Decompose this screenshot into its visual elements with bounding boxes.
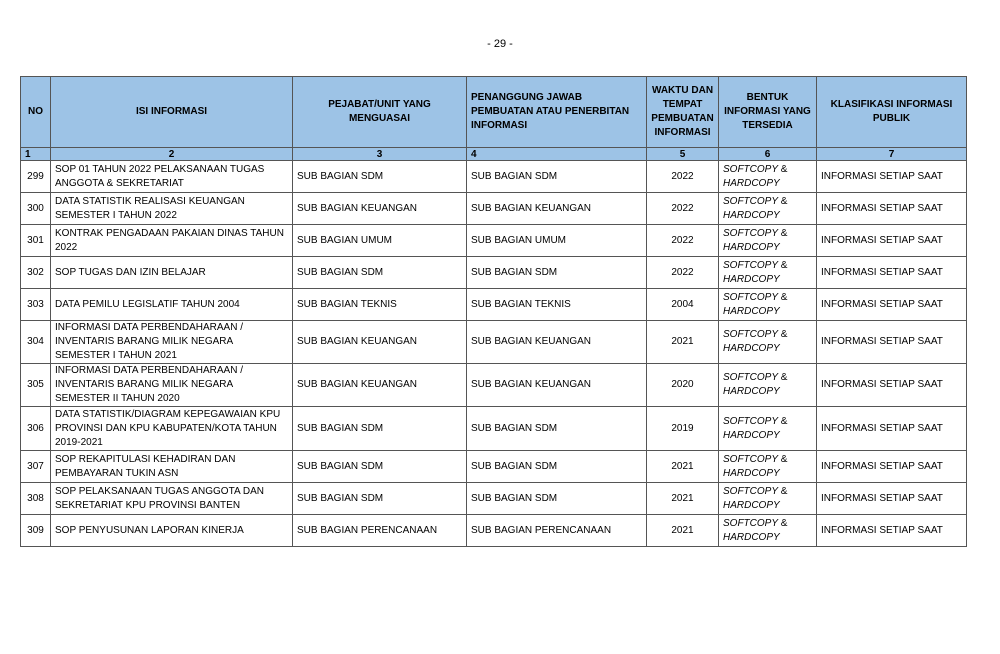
- row-penanggung-jawab: SUB BAGIAN KEUANGAN: [467, 321, 647, 364]
- bentuk-amp: &: [778, 372, 788, 383]
- bentuk-hardcopy: HARDCOPY: [723, 305, 780, 317]
- row-waktu: 2022: [647, 161, 719, 193]
- table-row: [21, 407, 967, 451]
- row-klasifikasi: INFORMASI SETIAP SAAT: [817, 364, 967, 407]
- column-header-pejabat: PEJABAT/UNIT YANG MENGUASAI: [293, 77, 467, 148]
- row-number: 299: [21, 161, 51, 193]
- row-number: 302: [21, 257, 51, 289]
- row-number: 305: [21, 364, 51, 407]
- row-pejabat: SUB BAGIAN TEKNIS: [293, 289, 467, 321]
- table-row: [21, 451, 967, 483]
- column-number: 2: [51, 148, 293, 161]
- bentuk-softcopy: SOFTCOPY: [723, 291, 779, 303]
- table-row: [21, 515, 967, 547]
- column-header-klasifikasi: KLASIFIKASI INFORMASI PUBLIK: [817, 77, 967, 148]
- bentuk-amp: &: [778, 517, 788, 529]
- bentuk-hardcopy: HARDCOPY: [723, 531, 780, 543]
- row-pejabat: SUB BAGIAN SDM: [293, 483, 467, 515]
- row-waktu: 2021: [647, 515, 719, 547]
- column-header-isi: ISI INFORMASI: [51, 77, 293, 148]
- row-waktu: 2021: [647, 451, 719, 483]
- bentuk-amp: &: [778, 227, 788, 239]
- table-row: [21, 161, 967, 193]
- page-number: - 29 -: [487, 38, 513, 50]
- row-klasifikasi: INFORMASI SETIAP SAAT: [817, 407, 967, 451]
- row-bentuk: [719, 257, 817, 289]
- bentuk-hardcopy: HARDCOPY: [723, 177, 780, 189]
- column-number: 6: [719, 148, 817, 161]
- column-number: 4: [467, 148, 647, 161]
- table-row: [21, 193, 967, 225]
- bentuk-softcopy: SOFTCOPY: [723, 329, 779, 340]
- row-isi-informasi: DATA STATISTIK/DIAGRAM KEPEGAWAIAN KPU PROVINSI DAN KPU KABUPATEN/KOTA TAHUN 2019-2021: [51, 407, 293, 451]
- row-penanggung-jawab: SUB BAGIAN PERENCANAAN: [467, 515, 647, 547]
- row-isi-informasi: SOP REKAPITULASI KEHADIRAN DAN PEMBAYARAN TUKIN ASN: [51, 451, 293, 483]
- bentuk-hardcopy: HARDCOPY: [723, 386, 780, 397]
- bentuk-hardcopy: HARDCOPY: [723, 429, 780, 441]
- row-bentuk: [719, 193, 817, 225]
- bentuk-softcopy: SOFTCOPY: [723, 259, 779, 271]
- row-pejabat: SUB BAGIAN SDM: [293, 451, 467, 483]
- column-header-penanggung: PENANGGUNG JAWAB PEMBUATAN ATAU PENERBITAN INFORMASI: [467, 77, 647, 148]
- row-isi-informasi: DATA PEMILU LEGISLATIF TAHUN 2004: [51, 289, 293, 321]
- column-header-waktu: WAKTU DAN TEMPAT PEMBUATAN INFORMASI: [647, 77, 719, 148]
- column-number-row: [21, 148, 967, 161]
- table-row: [21, 483, 967, 515]
- column-number: 3: [293, 148, 467, 161]
- row-bentuk: [719, 289, 817, 321]
- bentuk-hardcopy: HARDCOPY: [723, 499, 780, 511]
- bentuk-amp: &: [778, 453, 788, 465]
- row-klasifikasi: INFORMASI SETIAP SAAT: [817, 161, 967, 193]
- row-pejabat: SUB BAGIAN SDM: [293, 161, 467, 193]
- bentuk-amp: &: [778, 195, 788, 207]
- row-penanggung-jawab: SUB BAGIAN SDM: [467, 407, 647, 451]
- row-isi-informasi: INFORMASI DATA PERBENDAHARAAN / INVENTARIS BARANG MILIK NEGARA SEMESTER II TAHUN 2020: [51, 364, 293, 407]
- row-number: 306: [21, 407, 51, 451]
- row-isi-informasi: KONTRAK PENGADAAN PAKAIAN DINAS TAHUN 2022: [51, 225, 293, 257]
- bentuk-hardcopy: HARDCOPY: [723, 273, 780, 285]
- bentuk-amp: &: [778, 163, 788, 175]
- row-pejabat: SUB BAGIAN SDM: [293, 407, 467, 451]
- bentuk-softcopy: SOFTCOPY: [723, 517, 779, 529]
- table-row: [21, 364, 967, 407]
- bentuk-softcopy: SOFTCOPY: [723, 485, 779, 497]
- row-isi-informasi: DATA STATISTIK REALISASI KEUANGAN SEMESTER I TAHUN 2022: [51, 193, 293, 225]
- row-bentuk: [719, 161, 817, 193]
- row-isi-informasi: SOP TUGAS DAN IZIN BELAJAR: [51, 257, 293, 289]
- table-row: [21, 289, 967, 321]
- row-penanggung-jawab: SUB BAGIAN SDM: [467, 161, 647, 193]
- row-penanggung-jawab: SUB BAGIAN KEUANGAN: [467, 364, 647, 407]
- row-isi-informasi: INFORMASI DATA PERBENDAHARAAN / INVENTARIS BARANG MILIK NEGARA SEMESTER I TAHUN 2021: [51, 321, 293, 364]
- row-bentuk: [719, 321, 817, 364]
- bentuk-hardcopy: HARDCOPY: [723, 343, 780, 354]
- row-waktu: 2021: [647, 321, 719, 364]
- bentuk-amp: &: [778, 329, 788, 340]
- row-waktu: 2004: [647, 289, 719, 321]
- column-number: 5: [647, 148, 719, 161]
- row-penanggung-jawab: SUB BAGIAN SDM: [467, 257, 647, 289]
- row-waktu: 2020: [647, 364, 719, 407]
- row-klasifikasi: INFORMASI SETIAP SAAT: [817, 193, 967, 225]
- table-row: [21, 257, 967, 289]
- row-waktu: 2022: [647, 193, 719, 225]
- row-bentuk: [719, 364, 817, 407]
- row-bentuk: [719, 451, 817, 483]
- row-pejabat: SUB BAGIAN PERENCANAAN: [293, 515, 467, 547]
- row-number: 301: [21, 225, 51, 257]
- row-pejabat: SUB BAGIAN UMUM: [293, 225, 467, 257]
- bentuk-softcopy: SOFTCOPY: [723, 227, 779, 239]
- row-bentuk: [719, 483, 817, 515]
- bentuk-amp: &: [778, 259, 788, 271]
- bentuk-amp: &: [778, 485, 788, 497]
- row-klasifikasi: INFORMASI SETIAP SAAT: [817, 257, 967, 289]
- row-klasifikasi: INFORMASI SETIAP SAAT: [817, 225, 967, 257]
- table-row: [21, 321, 967, 364]
- row-klasifikasi: INFORMASI SETIAP SAAT: [817, 451, 967, 483]
- column-header-bentuk: BENTUK INFORMASI YANG TERSEDIA: [719, 77, 817, 148]
- information-table: [20, 76, 967, 547]
- row-waktu: 2022: [647, 225, 719, 257]
- row-number: 308: [21, 483, 51, 515]
- row-waktu: 2019: [647, 407, 719, 451]
- bentuk-amp: &: [778, 291, 788, 303]
- row-penanggung-jawab: SUB BAGIAN SDM: [467, 451, 647, 483]
- row-number: 307: [21, 451, 51, 483]
- bentuk-hardcopy: HARDCOPY: [723, 467, 780, 479]
- row-waktu: 2022: [647, 257, 719, 289]
- row-waktu: 2021: [647, 483, 719, 515]
- bentuk-softcopy: SOFTCOPY: [723, 195, 779, 207]
- column-header-no: NO: [21, 77, 51, 148]
- row-pejabat: SUB BAGIAN KEUANGAN: [293, 193, 467, 225]
- row-bentuk: [719, 225, 817, 257]
- row-klasifikasi: INFORMASI SETIAP SAAT: [817, 321, 967, 364]
- bentuk-hardcopy: HARDCOPY: [723, 209, 780, 221]
- table-header-row: [21, 77, 967, 148]
- bentuk-amp: &: [778, 415, 788, 427]
- row-pejabat: SUB BAGIAN KEUANGAN: [293, 321, 467, 364]
- row-klasifikasi: INFORMASI SETIAP SAAT: [817, 483, 967, 515]
- row-penanggung-jawab: SUB BAGIAN UMUM: [467, 225, 647, 257]
- row-penanggung-jawab: SUB BAGIAN SDM: [467, 483, 647, 515]
- row-klasifikasi: INFORMASI SETIAP SAAT: [817, 289, 967, 321]
- bentuk-hardcopy: HARDCOPY: [723, 241, 780, 253]
- bentuk-softcopy: SOFTCOPY: [723, 453, 779, 465]
- row-klasifikasi: INFORMASI SETIAP SAAT: [817, 515, 967, 547]
- bentuk-softcopy: SOFTCOPY: [723, 372, 779, 383]
- row-number: 309: [21, 515, 51, 547]
- row-number: 304: [21, 321, 51, 364]
- row-penanggung-jawab: SUB BAGIAN TEKNIS: [467, 289, 647, 321]
- row-number: 300: [21, 193, 51, 225]
- row-isi-informasi: SOP PENYUSUNAN LAPORAN KINERJA: [51, 515, 293, 547]
- row-penanggung-jawab: SUB BAGIAN KEUANGAN: [467, 193, 647, 225]
- column-number: 7: [817, 148, 967, 161]
- row-bentuk: [719, 515, 817, 547]
- column-number: 1: [21, 148, 51, 161]
- bentuk-softcopy: SOFTCOPY: [723, 415, 779, 427]
- row-isi-informasi: SOP PELAKSANAAN TUGAS ANGGOTA DAN SEKRETARIAT KPU PROVINSI BANTEN: [51, 483, 293, 515]
- row-bentuk: [719, 407, 817, 451]
- bentuk-softcopy: SOFTCOPY: [723, 163, 779, 175]
- table-row: [21, 225, 967, 257]
- row-isi-informasi: SOP 01 TAHUN 2022 PELAKSANAAN TUGAS ANGGOTA & SEKRETARIAT: [51, 161, 293, 193]
- row-number: 303: [21, 289, 51, 321]
- row-pejabat: SUB BAGIAN SDM: [293, 257, 467, 289]
- row-pejabat: SUB BAGIAN KEUANGAN: [293, 364, 467, 407]
